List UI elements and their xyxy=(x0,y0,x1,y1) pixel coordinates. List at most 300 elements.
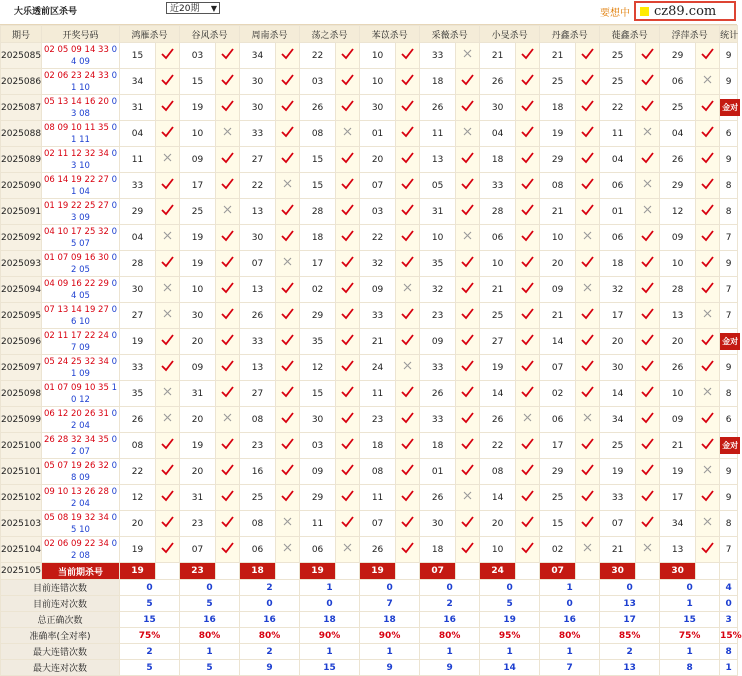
check-icon xyxy=(456,537,480,563)
kill-number: 28 xyxy=(120,251,156,277)
spacer-cell xyxy=(336,563,360,580)
summary-value: 1 xyxy=(660,644,720,660)
summary-value: 80% xyxy=(540,628,600,644)
draw-cell xyxy=(42,303,120,329)
current-kill-number: 19 xyxy=(360,563,396,580)
summary-value: 2 xyxy=(600,644,660,660)
summary-value: 16 xyxy=(240,612,300,628)
check-icon xyxy=(156,121,180,147)
check-icon xyxy=(216,225,240,251)
kill-number: 08 xyxy=(360,459,396,485)
stat-cell xyxy=(720,433,738,459)
table-row xyxy=(1,459,738,485)
check-icon xyxy=(396,225,420,251)
check-icon xyxy=(156,329,180,355)
col-expert: 蓰鑫杀号 xyxy=(600,26,660,43)
stat-cell: 9 xyxy=(720,147,738,173)
summary-value: 9 xyxy=(240,660,300,676)
check-icon xyxy=(516,121,540,147)
draw-cell xyxy=(42,121,120,147)
spacer-cell xyxy=(516,563,540,580)
cross-icon xyxy=(696,511,720,537)
front-numbers: 01 07 09 10 35 xyxy=(43,382,109,393)
check-icon xyxy=(396,511,420,537)
check-icon xyxy=(516,537,540,563)
check-icon xyxy=(636,251,660,277)
kill-number: 21 xyxy=(600,537,636,563)
kill-number: 23 xyxy=(180,511,216,537)
table-row xyxy=(1,485,738,511)
check-icon xyxy=(576,121,600,147)
check-icon xyxy=(636,303,660,329)
check-icon xyxy=(456,277,480,303)
kill-number: 16 xyxy=(240,459,276,485)
cross-icon xyxy=(276,251,300,277)
header-row xyxy=(1,26,738,43)
issue-cell: 2025093 xyxy=(1,251,42,277)
col-issue: 期号 xyxy=(1,26,42,43)
check-icon xyxy=(696,251,720,277)
kill-number: 19 xyxy=(180,433,216,459)
check-icon xyxy=(216,43,240,69)
kill-number: 35 xyxy=(420,251,456,277)
issue-cell: 2025085 xyxy=(1,43,42,69)
front-numbers: 06 12 20 26 31 xyxy=(43,408,109,419)
check-icon xyxy=(276,95,300,121)
front-numbers: 02 05 09 14 33 xyxy=(43,44,109,55)
table-row xyxy=(1,433,738,459)
kill-number: 06 xyxy=(600,173,636,199)
stat-cell: 9 xyxy=(720,485,738,511)
check-icon xyxy=(696,147,720,173)
check-icon xyxy=(156,199,180,225)
check-icon xyxy=(276,485,300,511)
front-numbers: 08 09 10 11 35 xyxy=(43,122,109,133)
stat-cell: 7 xyxy=(720,303,738,329)
stat-cell xyxy=(720,329,738,355)
cross-icon xyxy=(696,381,720,407)
back-numbers: 02 08 xyxy=(71,538,117,561)
check-icon xyxy=(396,459,420,485)
check-icon xyxy=(696,537,720,563)
draw-cell xyxy=(42,511,120,537)
kill-number: 15 xyxy=(300,173,336,199)
issue-cell: 2025102 xyxy=(1,485,42,511)
kill-number: 11 xyxy=(120,147,156,173)
check-icon xyxy=(336,95,360,121)
draw-cell xyxy=(42,225,120,251)
check-icon xyxy=(336,511,360,537)
kill-number: 29 xyxy=(660,43,696,69)
kill-number: 13 xyxy=(420,147,456,173)
kill-number: 09 xyxy=(180,355,216,381)
kill-number: 33 xyxy=(240,121,276,147)
kill-number: 15 xyxy=(300,147,336,173)
check-icon xyxy=(276,303,300,329)
check-icon xyxy=(276,43,300,69)
kill-number: 13 xyxy=(240,199,276,225)
kill-number: 10 xyxy=(480,537,516,563)
kill-number: 34 xyxy=(660,511,696,537)
check-icon xyxy=(216,95,240,121)
cross-icon xyxy=(696,303,720,329)
back-numbers: 02 04 xyxy=(71,486,117,509)
kill-number: 15 xyxy=(540,511,576,537)
kill-number: 02 xyxy=(540,537,576,563)
kill-number: 34 xyxy=(600,407,636,433)
check-icon xyxy=(396,199,420,225)
back-numbers: 02 05 xyxy=(71,252,117,275)
check-icon xyxy=(516,459,540,485)
period-select-value: 近20期 xyxy=(170,4,200,14)
check-icon xyxy=(396,433,420,459)
kill-number: 15 xyxy=(300,381,336,407)
kill-number: 18 xyxy=(600,251,636,277)
back-numbers: 08 09 xyxy=(71,460,117,483)
kill-number: 33 xyxy=(240,329,276,355)
cross-icon xyxy=(396,277,420,303)
check-icon xyxy=(516,199,540,225)
summary-value: 85% xyxy=(600,628,660,644)
check-icon xyxy=(216,69,240,95)
kill-number: 17 xyxy=(600,303,636,329)
check-icon xyxy=(696,121,720,147)
kill-number: 10 xyxy=(360,69,396,95)
check-icon xyxy=(576,381,600,407)
check-icon xyxy=(636,147,660,173)
cross-icon xyxy=(156,381,180,407)
kill-number: 17 xyxy=(540,433,576,459)
check-icon xyxy=(276,69,300,95)
check-icon xyxy=(516,303,540,329)
cross-icon xyxy=(156,303,180,329)
check-icon xyxy=(276,121,300,147)
top-bar xyxy=(0,0,737,25)
stat-cell: 9 xyxy=(720,459,738,485)
check-icon xyxy=(696,485,720,511)
kill-number: 25 xyxy=(600,43,636,69)
kill-number: 27 xyxy=(120,303,156,329)
kill-number: 30 xyxy=(600,355,636,381)
current-kill-number: 19 xyxy=(120,563,156,580)
check-icon xyxy=(396,121,420,147)
kill-number: 18 xyxy=(420,433,456,459)
check-icon xyxy=(276,459,300,485)
kill-number: 09 xyxy=(660,407,696,433)
promo-text[interactable]: 要想中 xyxy=(600,8,630,19)
front-numbers: 07 13 14 19 27 xyxy=(43,304,109,315)
col-expert: 丹鑫杀号 xyxy=(540,26,600,43)
back-numbers: 03 08 xyxy=(71,96,117,119)
check-icon xyxy=(516,485,540,511)
check-icon xyxy=(576,147,600,173)
col-expert: 采薇杀号 xyxy=(420,26,480,43)
issue-cell: 2025092 xyxy=(1,225,42,251)
summary-value: 5 xyxy=(180,596,240,612)
cross-icon xyxy=(276,511,300,537)
check-icon xyxy=(216,329,240,355)
period-select[interactable] xyxy=(166,2,220,14)
summary-value: 14 xyxy=(480,660,540,676)
kill-number: 22 xyxy=(300,43,336,69)
front-numbers: 05 07 19 26 32 xyxy=(43,460,109,471)
check-icon xyxy=(456,381,480,407)
kill-number: 29 xyxy=(120,199,156,225)
current-label: 当前期杀号 xyxy=(42,563,120,580)
kill-number: 31 xyxy=(420,199,456,225)
summary-value: 2 xyxy=(240,644,300,660)
back-numbers: 05 07 xyxy=(71,226,117,249)
kill-number: 17 xyxy=(300,251,336,277)
check-icon xyxy=(696,407,720,433)
all-correct-badge: 金对 xyxy=(720,99,740,116)
draw-cell xyxy=(42,173,120,199)
kill-number: 01 xyxy=(360,121,396,147)
check-icon xyxy=(456,407,480,433)
table-row xyxy=(1,43,738,69)
summary-value: 1 xyxy=(300,580,360,596)
check-icon xyxy=(336,381,360,407)
kill-number: 12 xyxy=(120,485,156,511)
col-expert: 荡之杀号 xyxy=(300,26,360,43)
check-icon xyxy=(636,329,660,355)
back-numbers: 03 10 xyxy=(71,148,117,171)
kill-number: 25 xyxy=(540,485,576,511)
cross-icon xyxy=(576,407,600,433)
check-icon xyxy=(336,329,360,355)
summary-value: 0 xyxy=(120,580,180,596)
kill-number: 26 xyxy=(420,485,456,511)
stat-cell: 7 xyxy=(720,277,738,303)
check-icon xyxy=(456,329,480,355)
check-icon xyxy=(336,147,360,173)
spacer-cell xyxy=(576,563,600,580)
summary-value: 18 xyxy=(360,612,420,628)
draw-cell xyxy=(42,147,120,173)
kill-number: 07 xyxy=(600,511,636,537)
summary-label: 最大连错次数 xyxy=(1,644,120,660)
front-numbers: 04 09 16 22 29 xyxy=(43,278,109,289)
kill-number: 27 xyxy=(240,147,276,173)
kill-number: 21 xyxy=(540,43,576,69)
kill-number: 26 xyxy=(420,381,456,407)
summary-value: 0 xyxy=(180,580,240,596)
draw-cell xyxy=(42,95,120,121)
check-icon xyxy=(516,95,540,121)
col-expert: 浮萍杀号 xyxy=(660,26,720,43)
check-icon xyxy=(516,511,540,537)
kill-number: 31 xyxy=(120,95,156,121)
summary-value: 5 xyxy=(480,596,540,612)
draw-cell xyxy=(42,485,120,511)
cross-icon xyxy=(576,277,600,303)
kill-number: 11 xyxy=(360,485,396,511)
kill-number: 25 xyxy=(180,199,216,225)
check-icon xyxy=(156,43,180,69)
cross-icon xyxy=(696,69,720,95)
check-icon xyxy=(216,251,240,277)
front-numbers: 02 06 09 22 34 xyxy=(43,538,109,549)
kill-number: 10 xyxy=(180,121,216,147)
issue-cell: 2025086 xyxy=(1,69,42,95)
summary-stat: 3 xyxy=(720,612,738,628)
check-icon xyxy=(696,277,720,303)
kill-number: 18 xyxy=(480,147,516,173)
kill-number: 18 xyxy=(420,537,456,563)
cross-icon xyxy=(696,459,720,485)
kill-number: 23 xyxy=(420,303,456,329)
kill-number: 05 xyxy=(420,173,456,199)
kill-number: 15 xyxy=(180,69,216,95)
summary-value: 1 xyxy=(540,580,600,596)
summary-value: 17 xyxy=(600,612,660,628)
summary-value: 1 xyxy=(360,644,420,660)
col-expert: 鸿雁杀号 xyxy=(120,26,180,43)
kill-number: 07 xyxy=(540,355,576,381)
check-icon xyxy=(156,251,180,277)
kill-number: 29 xyxy=(540,459,576,485)
kill-number: 19 xyxy=(540,121,576,147)
kill-number: 09 xyxy=(180,147,216,173)
kill-number: 26 xyxy=(120,407,156,433)
table-row xyxy=(1,277,738,303)
kill-number: 11 xyxy=(420,121,456,147)
kill-number: 09 xyxy=(540,277,576,303)
kill-number: 06 xyxy=(600,225,636,251)
summary-value: 19 xyxy=(480,612,540,628)
check-icon xyxy=(576,43,600,69)
kill-number: 23 xyxy=(360,407,396,433)
kill-number: 06 xyxy=(660,69,696,95)
kill-number: 01 xyxy=(420,459,456,485)
issue-cell: 2025099 xyxy=(1,407,42,433)
kill-number: 10 xyxy=(660,381,696,407)
draw-cell xyxy=(42,433,120,459)
kill-number: 11 xyxy=(300,511,336,537)
check-icon xyxy=(216,459,240,485)
kill-number: 09 xyxy=(360,277,396,303)
kill-number: 20 xyxy=(360,147,396,173)
kill-number: 21 xyxy=(480,277,516,303)
issue-cell: 2025100 xyxy=(1,433,42,459)
check-icon xyxy=(216,303,240,329)
summary-value: 7 xyxy=(540,660,600,676)
kill-number: 14 xyxy=(480,381,516,407)
front-numbers: 01 07 09 16 30 xyxy=(43,252,109,263)
check-icon xyxy=(156,537,180,563)
summary-value: 0 xyxy=(360,580,420,596)
check-icon xyxy=(516,355,540,381)
issue-cell: 2025094 xyxy=(1,277,42,303)
check-icon xyxy=(276,329,300,355)
kill-number: 08 xyxy=(240,407,276,433)
kill-number: 21 xyxy=(660,433,696,459)
kill-number: 10 xyxy=(180,277,216,303)
check-icon xyxy=(276,199,300,225)
check-icon xyxy=(516,433,540,459)
kill-number: 19 xyxy=(120,537,156,563)
summary-value: 90% xyxy=(300,628,360,644)
check-icon xyxy=(216,147,240,173)
cross-icon xyxy=(636,121,660,147)
back-numbers: 06 10 xyxy=(71,304,117,327)
summary-value: 5 xyxy=(120,596,180,612)
check-icon xyxy=(156,69,180,95)
kill-number: 18 xyxy=(300,225,336,251)
cross-icon xyxy=(456,485,480,511)
kill-number: 08 xyxy=(300,121,336,147)
current-issue-row xyxy=(1,563,738,580)
summary-value: 5 xyxy=(120,660,180,676)
cross-icon xyxy=(156,225,180,251)
kill-number: 03 xyxy=(300,69,336,95)
kill-number: 30 xyxy=(240,225,276,251)
summary-row xyxy=(1,660,738,676)
kill-number: 25 xyxy=(240,485,276,511)
check-icon xyxy=(456,147,480,173)
check-icon xyxy=(456,433,480,459)
kill-number: 30 xyxy=(180,303,216,329)
kill-number: 04 xyxy=(120,121,156,147)
summary-value: 0 xyxy=(420,580,480,596)
spacer-cell xyxy=(396,563,420,580)
kill-number: 18 xyxy=(420,69,456,95)
check-icon xyxy=(576,303,600,329)
kill-number: 03 xyxy=(360,199,396,225)
check-icon xyxy=(396,95,420,121)
summary-value: 15 xyxy=(120,612,180,628)
current-kill-number: 07 xyxy=(540,563,576,580)
kill-number: 08 xyxy=(480,459,516,485)
check-icon xyxy=(336,433,360,459)
current-kill-number: 18 xyxy=(240,563,276,580)
kill-number: 10 xyxy=(540,225,576,251)
check-icon xyxy=(576,511,600,537)
check-icon xyxy=(396,147,420,173)
draw-cell xyxy=(42,537,120,563)
check-icon xyxy=(516,251,540,277)
back-numbers: 01 04 xyxy=(71,174,117,197)
front-numbers: 26 28 32 34 35 xyxy=(43,434,109,445)
check-icon xyxy=(156,355,180,381)
kill-number: 34 xyxy=(240,43,276,69)
check-icon xyxy=(396,173,420,199)
cross-icon xyxy=(156,147,180,173)
spacer-cell xyxy=(156,563,180,580)
table-row xyxy=(1,303,738,329)
kill-number: 10 xyxy=(480,251,516,277)
site-badge[interactable] xyxy=(634,1,736,21)
summary-label: 目前连对次数 xyxy=(1,596,120,612)
kill-number: 04 xyxy=(480,121,516,147)
summary-value: 1 xyxy=(540,644,600,660)
back-numbers: 02 07 xyxy=(71,434,117,457)
front-numbers: 06 14 19 22 27 xyxy=(43,174,109,185)
cross-icon xyxy=(456,121,480,147)
issue-cell: 2025088 xyxy=(1,121,42,147)
kill-number: 13 xyxy=(240,355,276,381)
kill-number: 14 xyxy=(480,485,516,511)
kill-number: 08 xyxy=(240,511,276,537)
stat-cell: 8 xyxy=(720,381,738,407)
check-icon xyxy=(636,95,660,121)
check-icon xyxy=(696,199,720,225)
check-icon xyxy=(456,69,480,95)
check-icon xyxy=(336,355,360,381)
check-icon xyxy=(636,511,660,537)
check-icon xyxy=(156,485,180,511)
check-icon xyxy=(576,433,600,459)
